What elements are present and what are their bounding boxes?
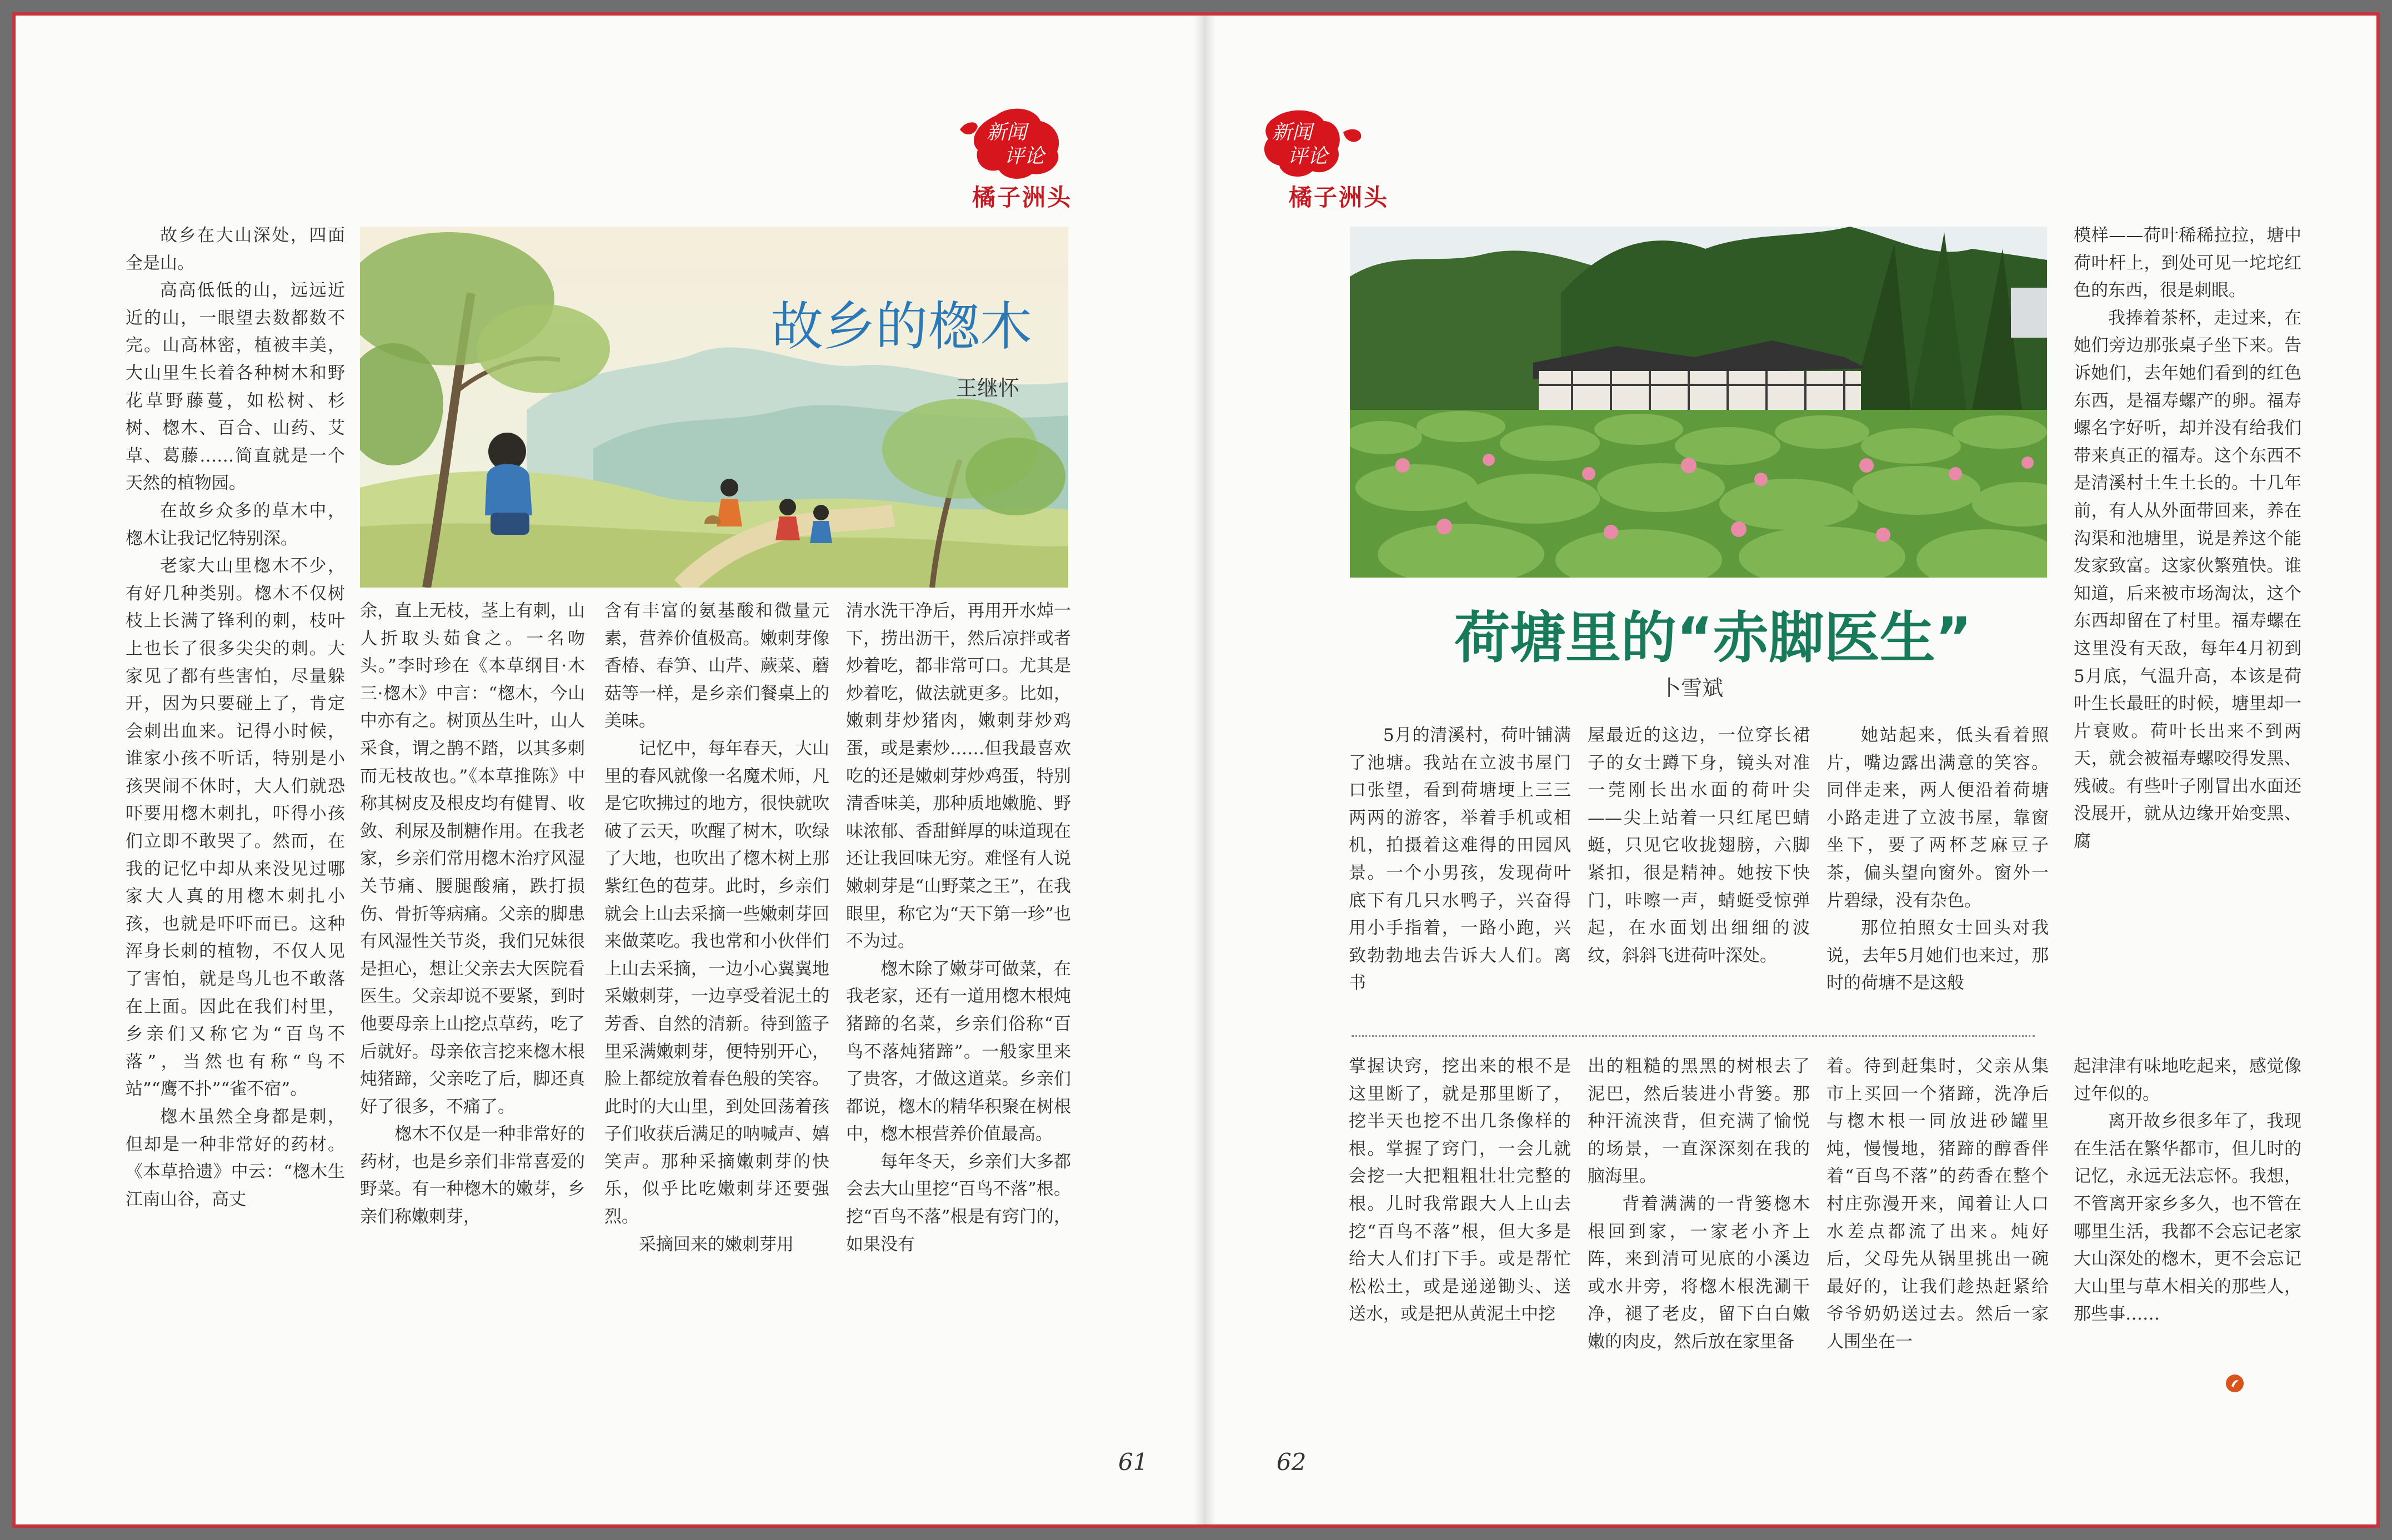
left-article-column-3 — [604, 598, 829, 1411]
paragraph: 掌握诀窍，挖出来的根不是这里断了，就是那里断了，挖半天也挖不出几条像样的根。掌握了窍门，一会儿就会挖一大把粗粗壮壮完整的根。儿时我常跟大人上山去挖“百鸟不落”根，但大多是给大人们打下手。或是帮忙松松土，或是递递锄头、送送水，或是把从黄泥土中挖 — [1349, 1056, 1571, 1325]
column-brand-left — [943, 104, 1110, 210]
right-article-column-1 — [1349, 722, 1571, 1025]
left-article-column-4 — [846, 598, 1071, 1411]
paragraph: 着。待到赶集时，父亲从集市上买回一个猪蹄，洗净后与楤木根一同放进砂罐里炖，慢慢地，猪蹄的醇香伴着“百鸟不落”的药香在整个村庄弥漫开来，闻着让人口水差点都流了出来。炖好后，父母先从锅里挑出一碗最好的，让我们趁热赶紧给爷爷奶奶送过去。然后一家人围坐在一 — [1826, 1056, 2049, 1352]
left-article-column-6 — [1588, 1053, 1810, 1411]
paragraph: 楤木除了嫩芽可做菜，在我老家，还有一道用楤木根炖猪蹄的名菜，乡亲们俗称“百鸟不落炖猪蹄”。一般家里来了贵客，才做这道菜。乡亲们都说，楤木的精华积聚在树根中，楤木根营养价值最高。 — [846, 959, 1071, 1145]
paragraph: 出的粗糙的黑黑的树根去了泥巴，然后装进小背篓。那种汗流浃背，但充满了愉悦的场景，一直深深刻在我的脑海里。 — [1588, 1056, 1810, 1187]
paragraph: 清水洗干净后，再用开水焯一下，捞出沥干，然后凉拌或者炒着吃，都非常可口。尤其是炒着吃，做法就更多。比如，嫩刺芽炒猪肉，嫩刺芽炒鸡蛋，或是素炒……但我最喜欢吃的还是嫩刺芽炒鸡蛋，特别清香味美，那种质地嫩脆、野味浓郁、香甜鲜厚的味道现在还让我回味无穷。难怪有人说嫩刺芽是“山野菜之王”，在我眼里，称它为“天下第一珍”也不为过。 — [846, 601, 1071, 952]
left-article-title: 故乡的楤木 — [771, 297, 1033, 357]
paragraph: 故乡在大山深处，四面全是山。 — [126, 225, 345, 273]
right-article-column-3 — [1826, 722, 2049, 1025]
svg-text:评论: 评论 — [1004, 145, 1045, 168]
paragraph: 每年冬天，乡亲们大多都会去大山里挖“百鸟不落”根。挖“百鸟不落”根是有窍门的，如果没有 — [846, 1151, 1071, 1255]
paragraph: 我捧着茶杯，走过来，在她们旁边那张桌子坐下来。告诉她们，去年她们看到的红色东西，是福寿螺产的卵。福寿螺名字好听，却并没有给我们带来真正的福寿。这个东西不是清溪村土生土长的。十几年前，有人从外面带回来，养在沟渠和池塘里，说是养这个能发家致富。这家伙繁殖快。谁知道，后来被市场淘汰，这个东西却留在了村里。福寿螺在这里没有天敌，每年4月初到5月底，气温升高，本该是荷叶生长最旺的时候，塘里却一片衰败。荷叶长出来不到两天，就会被福寿螺咬得发黑、残破。有些叶子刚冒出水面还没展开，就从边缘开始变黑、腐 — [2074, 308, 2301, 852]
lotus-pond-scene — [1350, 227, 2047, 578]
right-article-title: 荷塘里的“赤脚医生” — [1454, 605, 1972, 670]
column-brand-right — [1260, 104, 1427, 210]
right-article-column-4 — [2074, 222, 2301, 1025]
paragraph: 含有丰富的氨基酸和微量元素，营养价值极高。嫩刺芽像香椿、春笋、山芹、蕨菜、蘑菇等一样，是乡亲们餐桌上的美味。 — [604, 601, 829, 731]
page-number-right: 62 — [1277, 1448, 1307, 1476]
paragraph: 楤木不仅是一种非常好的药材，也是乡亲们非常喜爱的野菜。有一种楤木的嫩芽，乡亲们称嫩刺芽， — [360, 1124, 585, 1227]
paragraph: 老家大山里楤木不少，有好几种类别。楤木不仅树枝上长满了锋利的刺，枝叶上也长了很多尖尖的刺。大家见了都有些害怕，尽量躲开，因为只要碰上了，肯定会刺出血来。记得小时候，谁家小孩不听话，特别是小孩哭闹不休时，大人们就恐吓要用楤木刺扎，吓得小孩们立即不敢哭了。然而，在我的记忆中却从来没见过哪家大人真的用楤木刺扎小孩，也就是吓吓而已。这种浑身长刺的植物，不仅人见了害怕，就是鸟儿也不敢落在上面。因此在我们村里，乡亲们又称它为“百鸟不落”，当然也有称“鸟不站”“鹰不扑”“雀不宿”。 — [126, 556, 345, 1100]
left-article-column-2 — [360, 598, 585, 1411]
left-article-column-8 — [2074, 1053, 2301, 1411]
paragraph: 记忆中，每年春天，大山里的春风就像一名魔术师，凡是它吹拂过的地方，很快就吹破了云天，吹醒了树木，吹绿了大地，也吹出了楤木树上那紫红色的苞芽。此时，乡亲们就会上山去采摘一些嫩刺芽回来做菜吃。我也常和小伙伴们上山去采摘，一边小心翼翼地采嫩刺芽，一边享受着泥土的芳香、自然的清新。待到篮子里采满嫩刺芽，便特别开心，脸上都绽放着春色般的笑容。此时的大山里，到处回荡着孩子们收获后满足的呐喊声、嬉笑声。那种采摘嫩刺芽的快乐，似乎比吃嫩刺芽还要强烈。 — [604, 738, 829, 1227]
paragraph: 背着满满的一背篓楤木根回到家，一家老小齐上阵，来到清可见底的小溪边或水井旁，将楤木根洗涮干净，褪了老皮，留下白白嫩嫩的肉皮，然后放在家里备 — [1588, 1193, 1810, 1352]
paragraph: 模样——荷叶稀稀拉拉，塘中荷叶杆上，到处可见一坨坨红色的东西，很是刺眼。 — [2074, 225, 2301, 301]
center-gutter — [1194, 16, 1216, 1524]
brand-name: 橘子洲头 — [972, 184, 1073, 211]
paragraph: 采摘回来的嫩刺芽用 — [639, 1234, 794, 1255]
left-article-column-7 — [1826, 1053, 2049, 1411]
hometown-illustration — [360, 227, 1068, 588]
right-article-column-2 — [1588, 722, 1810, 1025]
lotus-pond-photo — [1350, 227, 2047, 578]
news-review-seal-icon — [943, 104, 1071, 182]
paragraph: 起津津有味地吃起来，感觉像过年似的。 — [2074, 1056, 2301, 1104]
svg-text:新闻: 新闻 — [987, 121, 1027, 144]
left-article-column-1 — [126, 222, 345, 1411]
right-article-author: 卜雪斌 — [1660, 676, 1724, 700]
news-review-seal-icon — [1260, 104, 1388, 182]
paragraph: 屋最近的这边，一位穿长裙子的女士蹲下身，镜头对准一莞刚长出水面的荷叶尖——尖上站着一只红尾巴蜻蜓，只见它收拢翅膀，六脚紧扣，很是精神。她按下快门，咔嚓一声，蜻蜓受惊弹起，在水面划出细细的波纹，斜斜飞进荷叶深处。 — [1588, 725, 1810, 966]
paragraph: 高高低低的山，远远近近的山，一眼望去数都数不完。山高林密，植被丰美，大山里生长着各种树木和野花草野藤蔓，如松树、杉树、楤木、百合、山药、艾草、葛藤……简直就是一个天然的植物园。 — [126, 280, 345, 494]
paragraph: 余，直上无枝，茎上有刺，山人折取头茹食之。一名吻头。”李时珍在《本草纲目·木三·楤木》中言：“楤木，今山中亦有之。树顶丛生叶，山人采食，谓之鹊不踏，以其多刺而无枝故也。”《本草推陈》中称其树皮及根皮均有健胃、收敛、利尿及制糖作用。在我老家，乡亲们常用楤木治疗风湿关节痛、腰腿酸痛，跌打损伤、骨折等病痛。父亲的脚患有风湿性关节炎，我们兄妹很是担心，想让父亲去大医院看医生。父亲却说不要紧，到时他要母亲上山挖点草药，吃了后就好。母亲依言挖来楤木根炖猪蹄，父亲吃了后，脚还真好了很多，不痛了。 — [360, 601, 585, 1117]
paragraph: 离开故乡很多年了，我现在生活在繁华都市，但儿时的记忆，永远无法忘怀。我想，不管离开家乡多久，也不管在哪里生活，我都不会忘记老家大山深处的楤木，更不会忘记大山里与草木相关的那些人，那些事…… — [2074, 1111, 2301, 1325]
paragraph: 她站起来，低头看着照片，嘴边露出满意的笑容。同伴走来，两人便沿着荷塘小路走进了立波书屋，靠窗坐下，要了两杯芝麻豆子茶，偏头望向窗外。窗外一片碧绿，没有杂色。 — [1826, 725, 2049, 911]
left-article-column-5 — [1349, 1053, 1571, 1411]
page-number-left: 61 — [1118, 1448, 1148, 1476]
svg-text:评论: 评论 — [1288, 145, 1328, 168]
countryside-painting — [360, 227, 1068, 588]
section-divider — [1352, 1035, 2035, 1037]
paragraph: 5月的清溪村，荷叶铺满了池塘。我站在立波书屋门口张望，看到荷塘埂上三三两两的游客，举着手机或相机，拍摄着这难得的田园风景。一个小男孩，发现荷叶底下有几只水鸭子，兴奋得用小手指着，一路小跑，兴致勃勃地去告诉大人们。离书 — [1349, 725, 1571, 994]
paragraph: 楤木虽然全身都是刺，但却是一种非常好的药材。《本草拾遗》中云：“楤木生江南山谷，高丈 — [126, 1107, 345, 1210]
left-article-author: 王继怀 — [956, 376, 1020, 400]
paragraph: 那位拍照女士回头对我说，去年5月她们也来过，那时的荷塘不是这般 — [1826, 918, 2049, 994]
magazine-spread — [12, 12, 2380, 1528]
brand-name: 橘子洲头 — [1289, 184, 1389, 211]
paragraph: 在故乡众多的草木中，楤木让我记忆特别深。 — [126, 500, 345, 549]
end-mark-icon — [2225, 1374, 2244, 1393]
svg-text:新闻: 新闻 — [1272, 121, 1313, 144]
